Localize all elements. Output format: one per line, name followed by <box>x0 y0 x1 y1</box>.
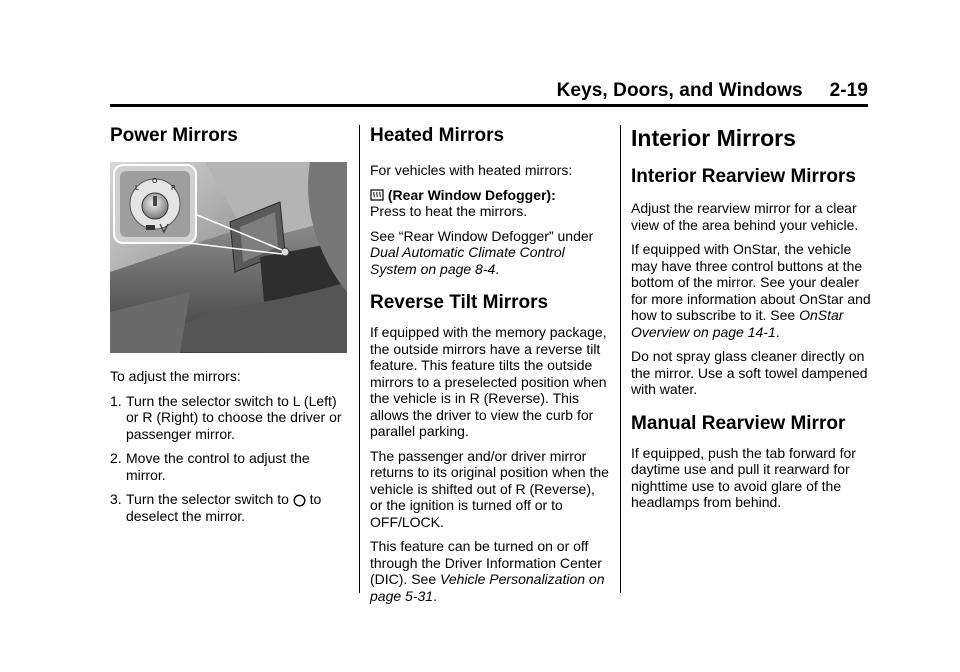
adjust-intro: To adjust the mirrors: <box>110 368 241 384</box>
step-text: Move the control to adjust the mirror. <box>126 450 310 483</box>
onstar-overview-link[interactable]: OnStar Overview on page 14-1 <box>631 307 844 340</box>
step-text: Turn the selector switch to L (Left) or R (Right) to choose the driver or passenger mirror. <box>126 392 342 442</box>
list-item <box>110 393 350 443</box>
ref-end: . <box>495 260 500 277</box>
column-heated-reverse <box>370 125 610 612</box>
header-rule <box>110 104 868 107</box>
interior-p2 <box>631 241 871 340</box>
defogger-label: (Rear Window Defogger): <box>387 186 556 203</box>
heated-intro: For vehicles with heated mirrors: <box>370 162 573 178</box>
photo-label-center: O <box>152 177 158 185</box>
column-divider-1 <box>359 125 360 593</box>
step-text-after: to deselect the mirror. <box>126 491 322 524</box>
step-text-before: Turn the selector switch to <box>126 491 293 507</box>
onstar-text: If equipped with OnStar, the vehicle may have three control buttons at the bottom of the mirror. See your dealer for more information about OnStar and how to subscribe to it. See <box>631 241 871 323</box>
section-heading-manual-rearview: Manual Rearview Mirror <box>631 412 846 434</box>
column-interior-mirrors <box>631 125 871 519</box>
step-number: 3. <box>110 491 122 507</box>
section-heading-power-mirrors: Power Mirrors <box>110 125 238 146</box>
onstar-end: . <box>775 323 780 340</box>
manual-p1: If equipped, push the tab forward for daytime use and pull it rearward for nighttime use to avoid glare of the headlamps from behind. <box>631 444 856 510</box>
dic-end: . <box>433 587 437 604</box>
reverse-tilt-p2: The passenger and/or driver mirror returns to its original position when the vehicle is shifted out of R (Reverse), or the ignition is turned off or to OFF/LOCK. <box>370 447 609 530</box>
dic-text: This feature can be turned on or off through the Driver Information Center (DIC). See <box>370 538 602 587</box>
section-title-interior-mirrors: Interior Mirrors <box>631 125 796 151</box>
mirror-control-photo <box>110 162 347 353</box>
column-divider-2 <box>620 125 621 593</box>
list-item <box>110 491 350 524</box>
photo-label-left: L <box>135 184 139 192</box>
section-heading-reverse-tilt: Reverse Tilt Mirrors <box>370 292 549 313</box>
interior-p3: Do not spray glass cleaner directly on the mirror. Use a soft towel dampened with water. <box>631 348 868 397</box>
adjust-steps-list <box>110 393 350 525</box>
list-item <box>110 450 350 483</box>
section-heading-interior-rearview: Interior Rearview Mirrors <box>631 166 856 187</box>
ref-text: See “Rear Window Defogger” under <box>370 227 594 244</box>
interior-p1: Adjust the rearview mirror for a clear view of the area behind your vehicle. <box>631 200 859 233</box>
column-power-mirrors <box>110 125 350 532</box>
photo-label-right: R <box>171 184 176 192</box>
section-heading-heated-mirrors: Heated Mirrors <box>370 125 505 146</box>
defogger-text: Press to heat the mirrors. <box>370 203 528 219</box>
vehicle-personalization-link[interactable]: Vehicle Personalization on page 5-31 <box>370 571 605 604</box>
climate-control-link[interactable]: Dual Automatic Climate Control System on page 8-4 <box>370 244 565 277</box>
reverse-tilt-p3 <box>370 538 610 604</box>
defogger-paragraph <box>370 187 610 220</box>
selector-off-icon <box>293 494 306 507</box>
rear-defogger-icon <box>370 189 384 203</box>
header-title: Keys, Doors, and Windows 2-19 <box>556 80 868 101</box>
step-number: 1. <box>110 392 122 409</box>
step-number: 2. <box>110 450 122 466</box>
defogger-reference <box>370 228 610 278</box>
reverse-tilt-p1: If equipped with the memory package, the outside mirrors have a reverse tilt feature. This feature tilts the outside mirrors to a preselected position when the vehicle is in R (Reverse). This allows the driver to view the curb for parallel parking. <box>370 324 607 439</box>
